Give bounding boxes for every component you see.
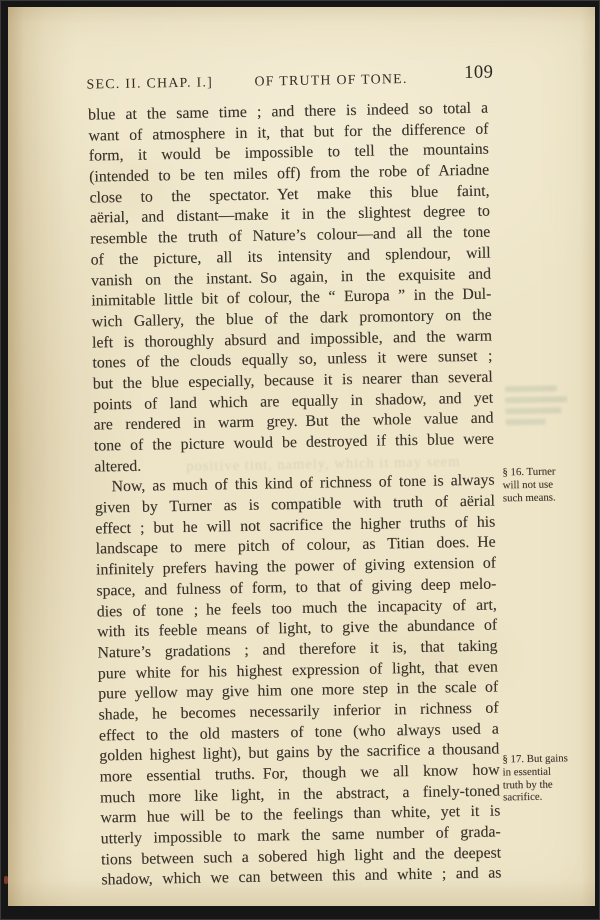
running-header <box>86 62 494 98</box>
ink-speck <box>4 876 8 884</box>
text-line: wich Gallery, the blue of the dark promontory on the <box>91 306 492 331</box>
text-line: pure white for his highest expression of light, that even <box>97 658 498 683</box>
margin-note-line: truth by the <box>502 778 553 791</box>
page-number: 109 <box>463 62 494 83</box>
text-line: given by Turner as is compatible with truth of aërial <box>94 492 496 517</box>
book-page <box>8 7 595 906</box>
text-line: with its feeble means of light, to give the abundance of <box>96 616 498 641</box>
running-header-section: SEC. II. CHAP. I.] <box>86 74 214 92</box>
text-line: tions between such a sobered high light and the deepest <box>100 844 502 869</box>
margin-note-16 <box>502 465 595 505</box>
running-header-title: OF TRUTH OF TONE. <box>254 70 408 89</box>
text-line: Nature’s gradations ; and therefore it is, that taking <box>97 637 498 662</box>
text-line: left is thoroughly absurd and impossible, and the warm <box>91 327 493 352</box>
margin-note-line: sacrifice. <box>502 791 543 804</box>
text-line: tone of the picture would be destroyed if this blue were <box>93 430 494 455</box>
text-line: are rendered in warm grey. But the whole value and <box>93 409 494 434</box>
text-line: but the blue especially, because it is nearer than several <box>92 368 493 393</box>
margin-note-line: such means. <box>502 491 556 504</box>
text-line: golden highest light), but gains by the sacrifice a thousand <box>99 740 500 765</box>
text-line: space, and fulness of form, to that of giving deep melo- <box>96 575 497 600</box>
text-line: effect to the old masters of tone (who always used a <box>98 720 500 745</box>
text-line: vanish on the instant. So again, in the exquisite and <box>90 265 492 290</box>
text-line: close to the spectator. Yet make this blue faint, <box>89 182 490 207</box>
text-line: inimitable little bit of colour, the “ Europa ” in the Dul- <box>91 285 492 310</box>
text-line: tones of the clouds equally so, unless it were sunset ; <box>92 347 493 372</box>
text-line: effect ; but he will not sacrifice the higher truths of his <box>95 513 496 538</box>
text-line: pure yellow may give him one more step in the scale of <box>98 678 499 703</box>
show-through-text: positive tint, namely, which it may seem <box>186 454 461 475</box>
text-line: (intended to be ten miles off) from the robe of Ariadne <box>89 161 490 186</box>
text-column <box>88 99 502 892</box>
text-line: want of atmosphere in it, that but for the difference of <box>88 120 489 145</box>
text-line: infinitely prefers having the power of giving extension of <box>95 554 497 579</box>
text-line: landscape to mere pitch of colour, as Titian does. He <box>95 533 496 558</box>
text-line: utterly impossible to mark the same number of grada- <box>100 823 501 848</box>
text-line: of the picture, all its intensity and splendour, will <box>90 244 491 269</box>
margin-note-line: will not use <box>502 478 554 492</box>
text-line: form, it would be impossible to tell the mountains <box>88 140 489 165</box>
text-line: altered. <box>94 457 142 476</box>
text-line: more essential truths. For, though we all know how <box>99 761 500 786</box>
page-content <box>2 2 600 911</box>
margin-note-line: § 16. Turner <box>502 465 556 479</box>
show-through-margin-smudge <box>505 380 572 430</box>
text-line: much more like light, in the abstract, a finely-toned <box>99 782 501 807</box>
margin-note-17 <box>502 752 595 805</box>
text-line: warm hue will be to the feelings than white, yet it is <box>100 802 501 827</box>
text-line: blue at the same time ; and there is indeed so total a <box>87 99 489 124</box>
text-line: points of land which are equally in shadow, and yet <box>93 389 494 414</box>
text-line: shade, he becomes necessarily inferior in richness of <box>98 699 499 724</box>
margin-note-line: in essential <box>502 765 552 779</box>
text-line: aërial, and distant—make it in the slightest degree to <box>89 202 490 227</box>
margin-note-line: § 17. But gains <box>502 752 568 766</box>
text-line: shadow, which we can between this and white ; and as <box>101 864 502 889</box>
text-line: resemble the truth of Nature’s colour—and all the tone <box>90 223 491 248</box>
text-line: Now, as much of this kind of richness of tone is always <box>111 471 495 496</box>
text-line: dies of tone ; he feels too much the incapacity of art, <box>96 595 497 620</box>
